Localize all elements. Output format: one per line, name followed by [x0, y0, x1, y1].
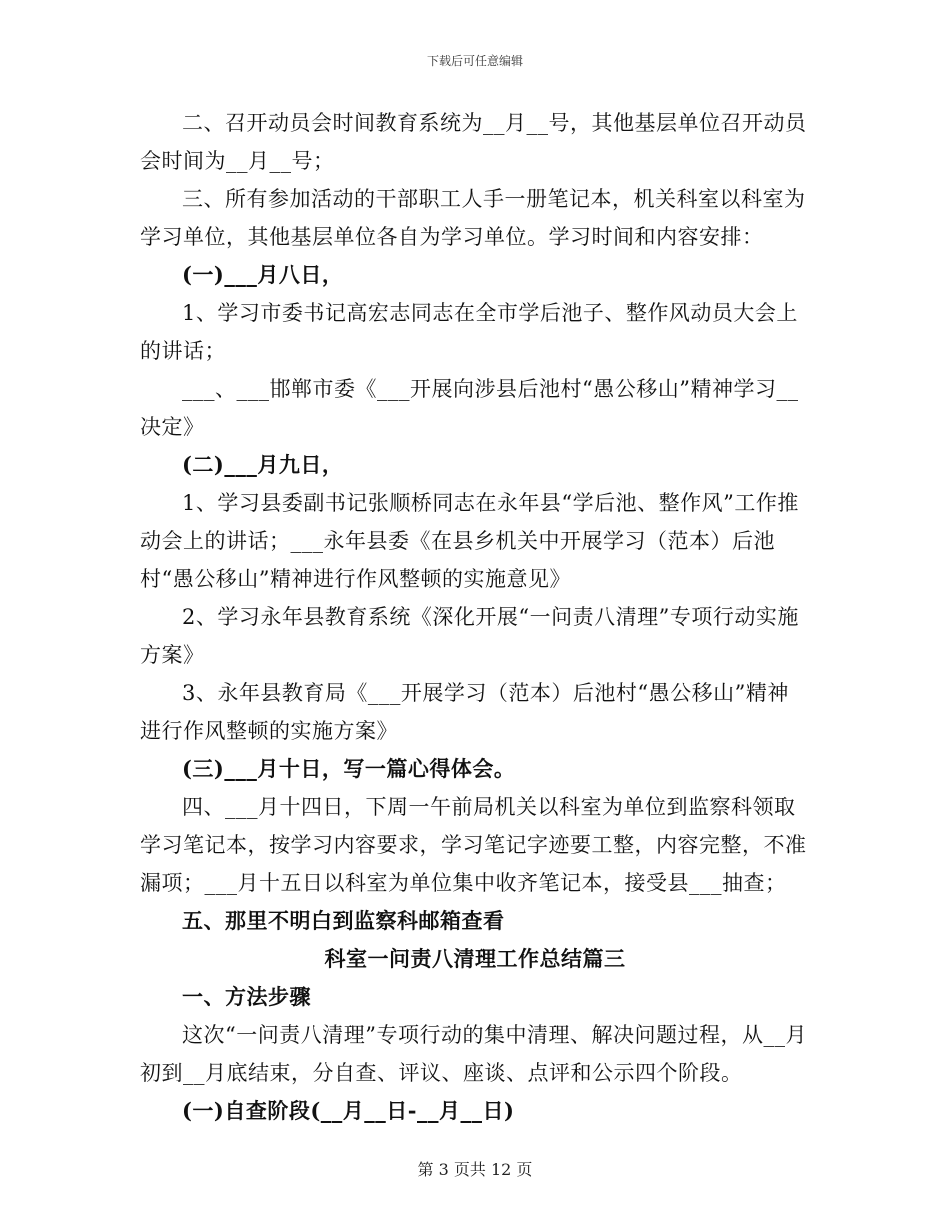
document-body [140, 104, 810, 1130]
paragraph: 一、方法步骤 [182, 984, 311, 1009]
paragraph: (三)___月十日，写一篇心得体会。 [182, 756, 516, 781]
paragraph: ___、___邯郸市委《___开展向涉县后池村“愚公移山”精神学习__决定》 [140, 377, 799, 439]
paragraph: (二)___月九日， [182, 452, 344, 477]
paragraph: (一)自查阶段(__月__日-__月__日) [182, 1098, 515, 1123]
paragraph: 这次“一问责八清理”专项行动的集中清理、解决问题过程，从__月初到__月底结束，分自查、评议、座谈、点评和公示四个阶段。 [140, 1023, 807, 1085]
paragraph: 1、学习县委副书记张顺桥同志在永年县“学后池、整作风”工作推动会上的讲话；___永年县委《在县乡机关中开展学习（范本）后池村“愚公移山”精神进行作风整顿的实施意见》 [140, 491, 799, 591]
paragraph: 1、学习市委书记高宏志同志在全市学后池子、整作风动员大会上的讲话； [140, 301, 798, 363]
paragraph: 四、___月十四日，下周一午前局机关以科室为单位到监察科领取学习笔记本，按学习内容要求，学习笔记字迹要工整，内容完整，不准漏项；___月十五日以科室为单位集中收齐笔记本，接受县___抽查； [140, 795, 807, 895]
page-header-note: 下载后可任意编辑 [426, 54, 523, 68]
paragraph: 3、永年县教育局《___开展学习（范本）后池村“愚公移山”精神进行作风整顿的实施方案》 [140, 681, 789, 743]
paragraph: 二、召开动员会时间教育系统为__月__号，其他基层单位召开动员会时间为__月__号； [140, 111, 807, 173]
section-title: 科室一问责八清理工作总结篇三 [324, 946, 626, 971]
paragraph: 2、学习永年县教育系统《深化开展“一问责八清理”专项行动实施方案》 [140, 605, 799, 667]
paragraph: (一)___月八日， [182, 262, 344, 287]
page-number: 第 3 页共 12 页 [417, 1160, 533, 1179]
paragraph: 三、所有参加活动的干部职工人手一册笔记本，机关科室以科室为学习单位，其他基层单位各自为学习单位。学习时间和内容安排： [140, 187, 806, 249]
paragraph: 五、那里不明白到监察科邮箱查看 [182, 908, 505, 933]
